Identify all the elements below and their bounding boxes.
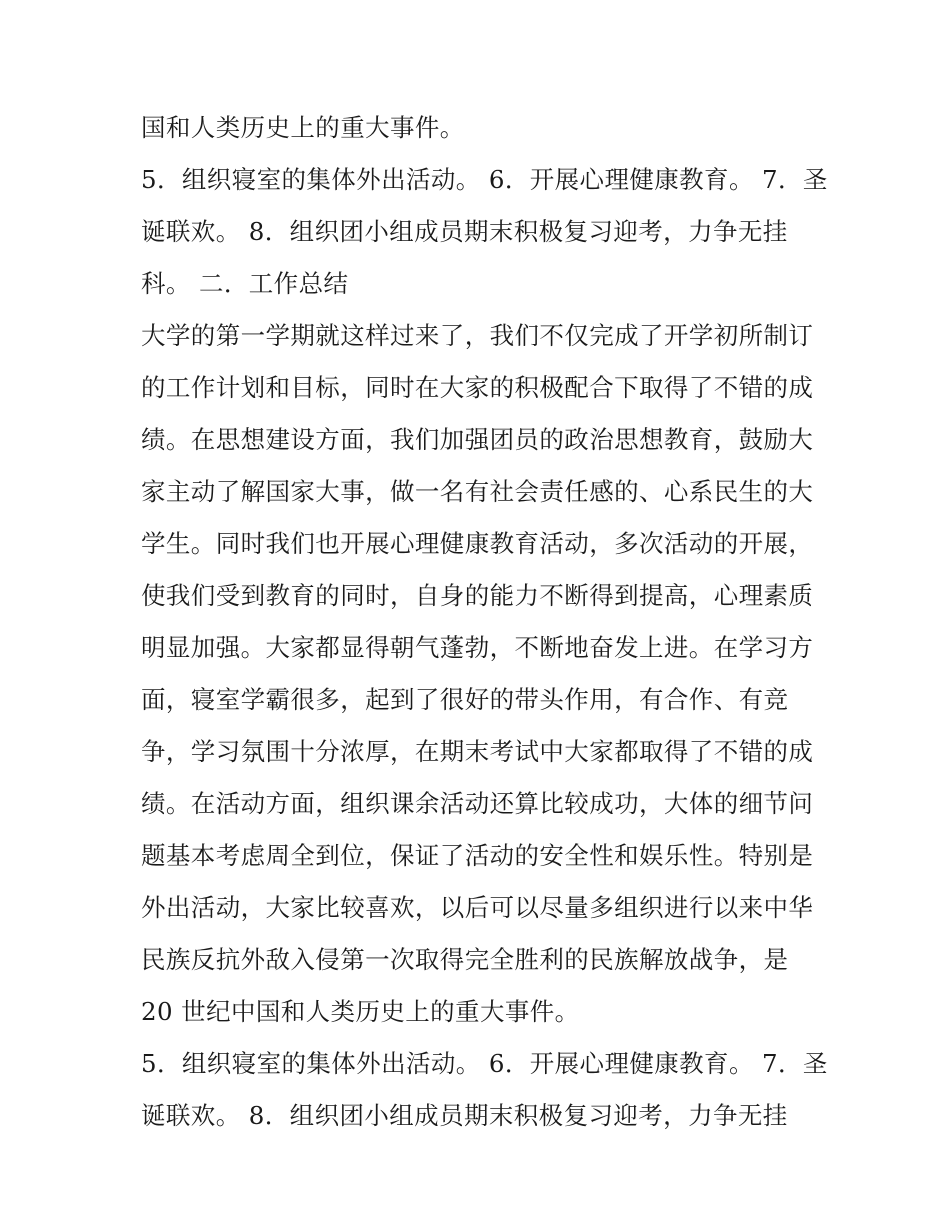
text-line: 绩。在思想建设方面，我们加强团员的政治思想教育，鼓励大 [141,425,814,454]
text-line: 诞联欢。 8．组织团小组成员期末积极复习迎考，力争无挂 [141,1101,788,1130]
text-line: 学生。同时我们也开展心理健康教育活动，多次活动的开展， [141,529,814,558]
text-line: 外出活动，大家比较喜欢，以后可以尽量多组织进行以来中华 [141,893,814,922]
text-line: 科。 二．工作总结 [141,269,349,298]
text-line: 诞联欢。 8．组织团小组成员期末积极复习迎考，力争无挂 [141,217,788,246]
text-line: 家主动了解国家大事，做一名有社会责任感的、心系民生的大 [141,477,814,506]
text-line: 民族反抗外敌入侵第一次取得完全胜利的民族解放战争，是 [141,945,789,974]
text-line: 国和人类历史上的重大事件。 [141,113,465,142]
text-line: 绩。在活动方面，组织课余活动还算比较成功，大体的细节问 [141,789,814,818]
text-line: 5．组织寝室的集体外出活动。 6．开展心理健康教育。 7．圣 [141,165,828,194]
text-line: 的工作计划和目标，同时在大家的积极配合下取得了不错的成 [141,373,814,402]
text-line: 题基本考虑周全到位，保证了活动的安全性和娱乐性。特别是 [141,841,814,870]
text-line: 面，寝室学霸很多，起到了很好的带头作用，有合作、有竞 [141,685,789,714]
text-line: 20 世纪中国和人类历史上的重大事件。 [141,997,580,1026]
text-line: 5．组织寝室的集体外出活动。 6．开展心理健康教育。 7．圣 [141,1049,828,1078]
text-line: 使我们受到教育的同时，自身的能力不断得到提高，心理素质 [141,581,814,610]
text-line: 大学的第一学期就这样过来了，我们不仅完成了开学初所制订 [141,321,814,350]
text-line: 明显加强。大家都显得朝气蓬勃，不断地奋发上进。在学习方 [141,633,814,662]
text-line: 争，学习氛围十分浓厚，在期末考试中大家都取得了不错的成 [141,737,814,766]
